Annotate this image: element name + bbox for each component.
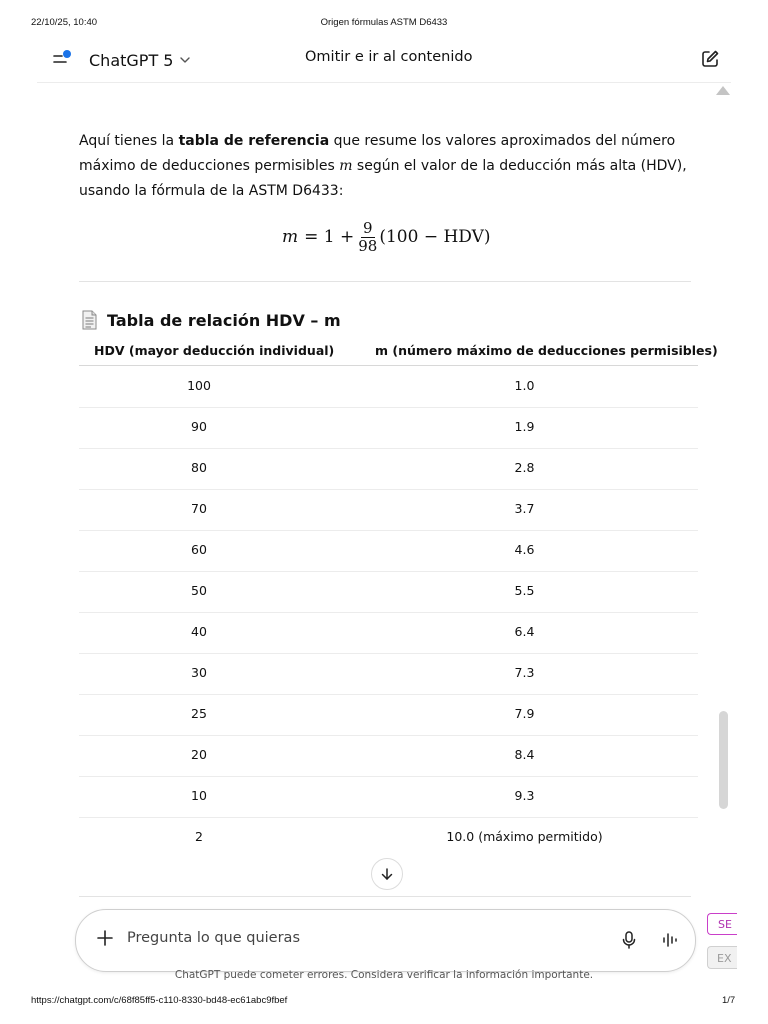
cell-m: 9.3 [514,788,535,803]
intro-bold-text: tabla de referencia [178,133,330,149]
formula-rhs: (100 − HDV) [379,227,491,247]
cell-m: 8.4 [514,747,535,762]
table-header-hdv: HDV (mayor deducción individual) [94,343,335,358]
prompt-input[interactable]: Pregunta lo que quieras [127,930,300,946]
model-selector[interactable] [89,48,191,72]
message-composer[interactable] [75,909,696,972]
intro-text: Aquí tienes la [79,133,179,149]
side-button-ex[interactable]: EX [707,946,737,969]
cell-m: 6.4 [514,624,535,639]
table-row [79,817,698,858]
new-chat-button[interactable] [699,48,721,70]
cell-hdv: 25 [191,706,207,721]
sidebar-toggle-button[interactable] [51,48,73,70]
divider [79,281,691,282]
add-attachment-button[interactable] [94,927,116,949]
message-paragraph [79,129,687,204]
table-row [79,530,698,572]
scrollbar-thumb[interactable] [719,711,728,809]
line2-text: máximo de deducciones permisibles [79,158,340,174]
message-line-2 [79,154,687,179]
composer-top-divider [79,896,691,897]
cell-hdv: 30 [191,665,207,680]
table-row [79,653,698,695]
print-datetime: 22/10/25, 10:40 [31,17,98,28]
print-page-number: 1/7 [722,995,736,1006]
cell-hdv: 70 [191,501,207,516]
cell-hdv: 60 [191,542,207,557]
table-section-title [80,310,341,330]
message-line-3: usando la fórmula de la ASTM D6433: [79,183,344,199]
cell-hdv: 90 [191,419,207,434]
model-label: ChatGPT 5 [89,50,174,70]
cell-m: 4.6 [514,542,535,557]
voice-mode-button[interactable] [660,930,680,950]
chat-header [37,38,731,83]
formula [282,213,491,261]
cell-hdv: 2 [195,829,203,844]
table-row [79,735,698,777]
formula-fraction [358,220,377,255]
page-icon [80,310,98,330]
new-chat-icon [699,48,721,70]
side-button-se[interactable]: SE [707,913,737,935]
sidebar-toggle-icon [51,48,73,70]
dictate-button[interactable] [619,930,639,950]
formula-denominator: 98 [358,236,378,255]
cell-hdv: 80 [191,460,207,475]
formula-numerator: 9 [363,218,373,237]
cell-hdv: 100 [187,378,211,393]
line2-text-cont: según el valor de la deducción más alta (HDV), [352,158,687,174]
table-row [79,612,698,654]
arrow-down-icon [380,867,394,881]
cell-hdv: 20 [191,747,207,762]
scroll-to-bottom-button[interactable] [371,858,403,890]
cell-hdv: 40 [191,624,207,639]
table-row [79,448,698,490]
formula-eq: = 1 + [304,227,355,247]
scroll-up-arrow[interactable] [716,86,730,95]
microphone-icon [619,930,639,950]
cell-m: 1.9 [514,419,535,434]
section-title-text: Tabla de relación HDV – m [107,310,341,330]
intro-text-cont: que resume los valores aproximados del número [329,133,676,149]
voice-mode-icon [660,930,680,950]
cell-m: 10.0 (máximo permitido) [446,829,603,844]
skip-to-content-link[interactable]: Omitir e ir al contenido [305,49,473,65]
cell-m: 1.0 [514,378,535,393]
disclaimer-text: ChatGPT puede cometer errores. Considera verificar la información importante. [174,969,594,981]
cell-hdv: 50 [191,583,207,598]
cell-hdv: 10 [191,788,207,803]
plus-icon [94,927,116,949]
print-doc-title: Origen fórmulas ASTM D6433 [320,17,448,28]
message-line-1 [79,129,687,154]
chevron-down-icon [179,54,191,66]
table-row [79,694,698,736]
table-row [79,776,698,818]
table-row [79,366,698,408]
cell-m: 2.8 [514,460,535,475]
cell-m: 5.5 [514,583,535,598]
table-row [79,407,698,449]
cell-m: 3.7 [514,501,535,516]
table-row [79,571,698,613]
print-url: https://chatgpt.com/c/68f85ff5-c110-8330-bd48-ec61abc9fbef [31,995,288,1006]
cell-m: 7.3 [514,665,535,680]
table-header-m: m (número máximo de deducciones permisibles) [375,343,718,358]
table-row [79,489,698,531]
math-variable: m [339,158,353,174]
cell-m: 7.9 [514,706,535,721]
formula-lhs: m [282,227,299,247]
